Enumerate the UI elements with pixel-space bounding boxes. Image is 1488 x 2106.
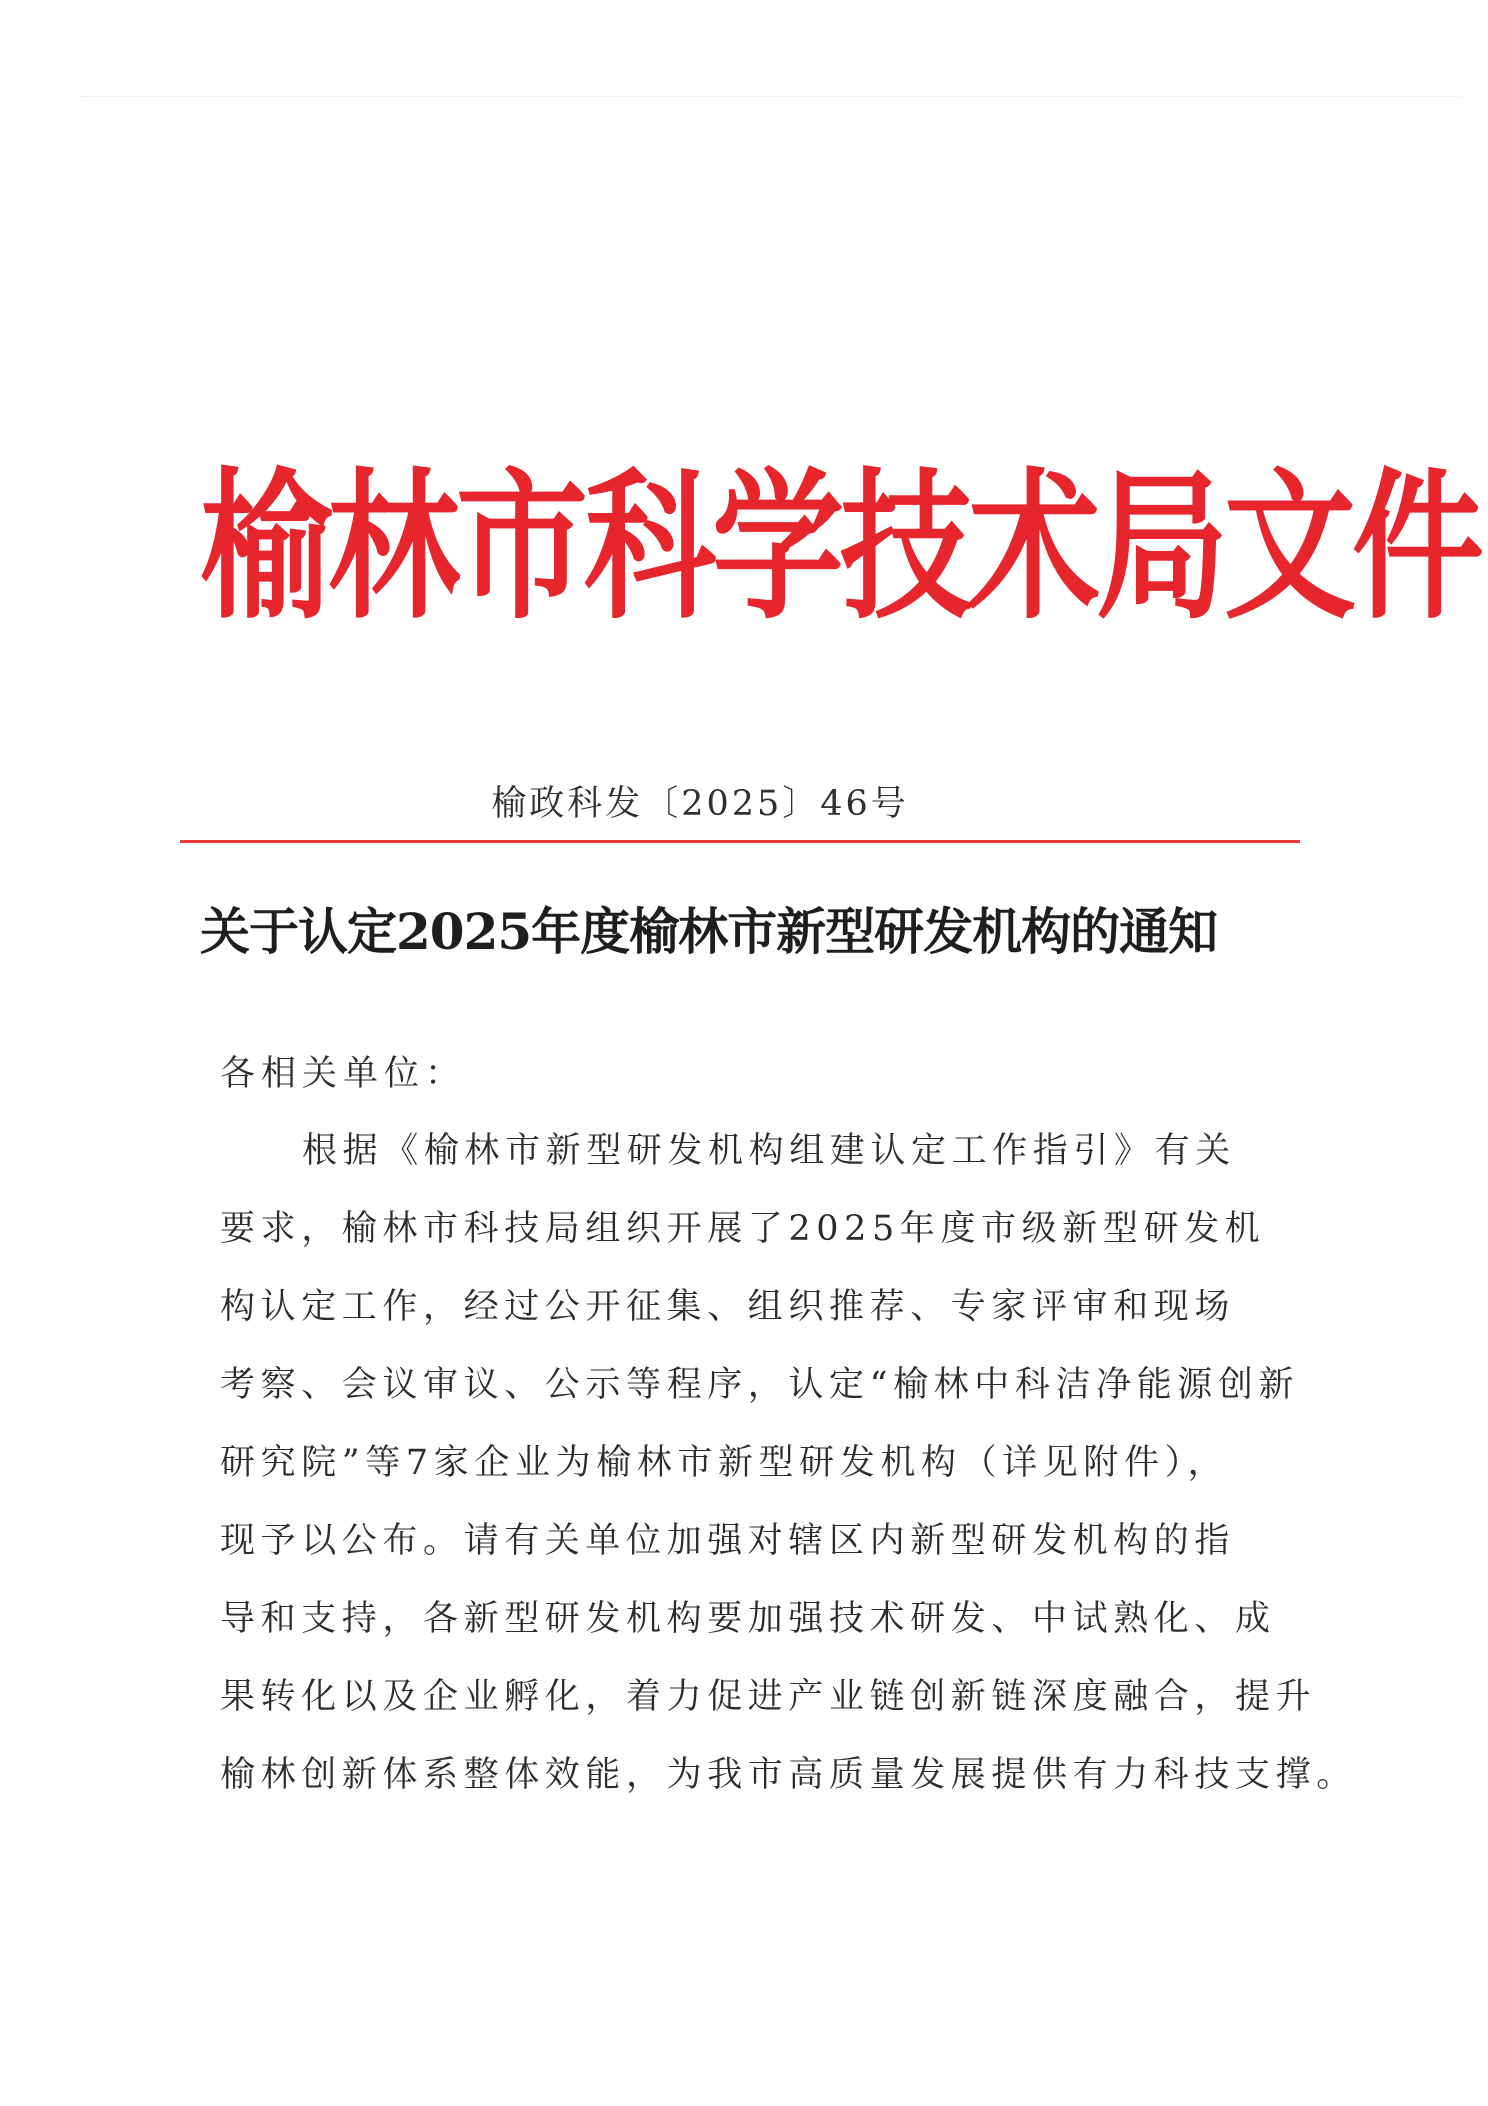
body-line: 导和支持，各新型研发机构要加强技术研发、中试熟化、成 [220, 1599, 1276, 1639]
scan-edge-line [80, 96, 1460, 97]
salutation: 各相关单位： [220, 1054, 467, 1094]
notice-body [220, 1112, 1357, 1814]
body-line: 根据《榆林市新型研发机构组建认定工作指引》有关 [302, 1131, 1236, 1171]
body-line: 研究院”等7家企业为榆林市新型研发机构（详见附件）， [220, 1443, 1229, 1483]
document-number: 榆政科发〔2025〕46号 [491, 784, 909, 824]
red-divider-line [180, 840, 1300, 843]
body-line: 榆林创新体系整体效能，为我市高质量发展提供有力科技支撑。 [220, 1755, 1357, 1795]
body-line: 果转化以及企业孵化，着力促进产业链创新链深度融合，提升 [220, 1677, 1317, 1717]
agency-header-title: 榆林市科学技术局文件 [200, 454, 1480, 642]
body-line: 要求，榆林市科技局组织开展了2025年度市级新型研发机 [220, 1209, 1266, 1249]
body-line: 构认定工作，经过公开征集、组织推荐、专家评审和现场 [220, 1287, 1236, 1327]
body-line: 现予以公布。请有关单位加强对辖区内新型研发机构的指 [220, 1521, 1236, 1561]
body-line: 考察、会议审议、公示等程序，认定“榆林中科洁净能源创新 [220, 1365, 1300, 1405]
notice-title: 关于认定2025年度榆林市新型研发机构的通知 [200, 902, 1218, 961]
